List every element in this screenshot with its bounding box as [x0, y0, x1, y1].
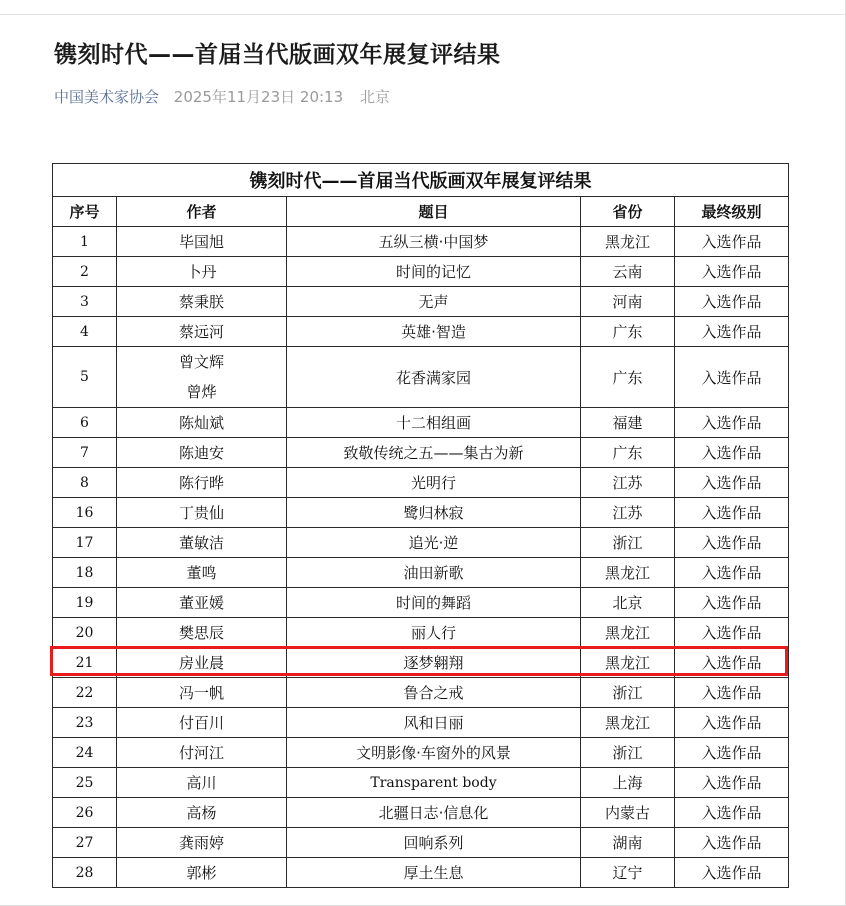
cell-title: 鲁合之戒: [287, 678, 581, 708]
table-row-highlighted: [53, 648, 789, 678]
cell-title: 文明影像·车窗外的风景: [287, 738, 581, 768]
cell-no: 27: [53, 828, 117, 858]
table-row: [53, 858, 789, 888]
cell-author: 陈迪安: [117, 438, 287, 468]
cell-level: 入选作品: [675, 678, 789, 708]
table-header-row: [53, 197, 789, 227]
cell-level: 入选作品: [675, 738, 789, 768]
cell-title: 英雄·智造: [287, 317, 581, 347]
cell-title: 油田新歌: [287, 558, 581, 588]
cell-level: 入选作品: [675, 498, 789, 528]
cell-author: 卜丹: [117, 257, 287, 287]
cell-no: 24: [53, 738, 117, 768]
cell-level: 入选作品: [675, 618, 789, 648]
cell-author: 高川: [117, 768, 287, 798]
table-row: [53, 828, 789, 858]
cell-title: 花香满家园: [287, 347, 581, 408]
cell-level: 入选作品: [675, 227, 789, 257]
cell-no: 22: [53, 678, 117, 708]
cell-author: 陈行晔: [117, 468, 287, 498]
table-row: [53, 227, 789, 257]
table-row: [53, 558, 789, 588]
author-name-1: 曾文辉: [178, 353, 224, 371]
results-table: [52, 163, 789, 888]
cell-province: 浙江: [581, 678, 675, 708]
cell-province: 广东: [581, 438, 675, 468]
cell-title: 鹭归林寂: [287, 498, 581, 528]
cell-province: 福建: [581, 408, 675, 438]
cell-author: 董亚媛: [117, 588, 287, 618]
cell-no: 8: [53, 468, 117, 498]
table-row: [53, 468, 789, 498]
cell-author: 毕国旭: [117, 227, 287, 257]
cell-level: 入选作品: [675, 558, 789, 588]
cell-title: 五纵三横·中国梦: [287, 227, 581, 257]
results-table-container: [52, 163, 788, 888]
table-row: [53, 708, 789, 738]
table-row: [53, 408, 789, 438]
cell-level: 入选作品: [675, 528, 789, 558]
table-caption-row: [53, 164, 789, 197]
cell-no: 4: [53, 317, 117, 347]
cell-no: 5: [53, 347, 117, 408]
header-no: 序号: [53, 197, 117, 227]
cell-no: 23: [53, 708, 117, 738]
table-row: [53, 588, 789, 618]
cell-province: 辽宁: [581, 858, 675, 888]
cell-title: Transparent body: [287, 768, 581, 798]
cell-author: 高杨: [117, 798, 287, 828]
cell-province: 广东: [581, 347, 675, 408]
cell-no: 19: [53, 588, 117, 618]
publish-datetime: 2025年11月23日 20:13: [173, 88, 344, 106]
cell-province: 内蒙古: [581, 798, 675, 828]
cell-title: 致敬传统之五——集古为新: [287, 438, 581, 468]
cell-no: 1: [53, 227, 117, 257]
header-level: 最终级别: [675, 197, 789, 227]
cell-province: 上海: [581, 768, 675, 798]
cell-author: 蔡远河: [117, 317, 287, 347]
cell-province: 北京: [581, 588, 675, 618]
cell-title: 无声: [287, 287, 581, 317]
article-meta: [54, 86, 390, 107]
table-caption: 镌刻时代——首届当代版画双年展复评结果: [53, 164, 789, 197]
header-title: 题目: [287, 197, 581, 227]
cell-title: 风和日丽: [287, 708, 581, 738]
cell-no: 7: [53, 438, 117, 468]
cell-level: 入选作品: [675, 648, 789, 678]
table-row: [53, 438, 789, 468]
cell-no: 6: [53, 408, 117, 438]
cell-title: 回响系列: [287, 828, 581, 858]
cell-level: 入选作品: [675, 438, 789, 468]
cell-province: 广东: [581, 317, 675, 347]
header-author: 作者: [117, 197, 287, 227]
cell-province: 黑龙江: [581, 708, 675, 738]
table-row: [53, 738, 789, 768]
cell-no: 3: [53, 287, 117, 317]
cell-province: 黑龙江: [581, 227, 675, 257]
cell-province: 浙江: [581, 528, 675, 558]
table-row: [53, 317, 789, 347]
cell-author: 付百川: [117, 708, 287, 738]
cell-no: 28: [53, 858, 117, 888]
top-divider: [0, 14, 846, 15]
cell-title: 逐梦翱翔: [287, 648, 581, 678]
cell-province: 浙江: [581, 738, 675, 768]
cell-level: 入选作品: [675, 828, 789, 858]
cell-title: 北疆日志·信息化: [287, 798, 581, 828]
table-row: [53, 678, 789, 708]
cell-title: 时间的记忆: [287, 257, 581, 287]
cell-author: 付河江: [117, 738, 287, 768]
cell-level: 入选作品: [675, 347, 789, 408]
cell-province: 江苏: [581, 468, 675, 498]
cell-author: [117, 347, 287, 408]
cell-no: 20: [53, 618, 117, 648]
cell-title: 光明行: [287, 468, 581, 498]
cell-title: 厚土生息: [287, 858, 581, 888]
cell-no: 18: [53, 558, 117, 588]
cell-no: 16: [53, 498, 117, 528]
cell-province: 河南: [581, 287, 675, 317]
cell-author: 郭彬: [117, 858, 287, 888]
cell-level: 入选作品: [675, 317, 789, 347]
table-row: [53, 287, 789, 317]
cell-level: 入选作品: [675, 708, 789, 738]
cell-author: 董敏洁: [117, 528, 287, 558]
cell-province: 云南: [581, 257, 675, 287]
table-row: [53, 618, 789, 648]
cell-province: 江苏: [581, 498, 675, 528]
cell-no: 17: [53, 528, 117, 558]
cell-level: 入选作品: [675, 798, 789, 828]
cell-title: 丽人行: [287, 618, 581, 648]
cell-author: 龚雨婷: [117, 828, 287, 858]
cell-no: 2: [53, 257, 117, 287]
cell-province: 湖南: [581, 828, 675, 858]
account-name-link[interactable]: 中国美术家协会: [54, 88, 160, 106]
table-row: [53, 347, 789, 408]
table-row: [53, 768, 789, 798]
table-row: [53, 798, 789, 828]
cell-author: 房业晨: [117, 648, 287, 678]
cell-title: 时间的舞蹈: [287, 588, 581, 618]
cell-province: 黑龙江: [581, 648, 675, 678]
cell-level: 入选作品: [675, 408, 789, 438]
cell-level: 入选作品: [675, 257, 789, 287]
cell-level: 入选作品: [675, 468, 789, 498]
cell-province: 黑龙江: [581, 558, 675, 588]
cell-no: 26: [53, 798, 117, 828]
cell-author: 陈灿斌: [117, 408, 287, 438]
table-row: [53, 257, 789, 287]
cell-title: 十二相组画: [287, 408, 581, 438]
author-name-2: 曾烨: [186, 383, 217, 401]
cell-author: 樊思辰: [117, 618, 287, 648]
cell-no: 21: [53, 648, 117, 678]
cell-level: 入选作品: [675, 858, 789, 888]
cell-title: 追光·逆: [287, 528, 581, 558]
cell-province: 黑龙江: [581, 618, 675, 648]
article-title: 镌刻时代——首届当代版画双年展复评结果: [54, 42, 501, 68]
cell-author: 冯一帆: [117, 678, 287, 708]
cell-no: 25: [53, 768, 117, 798]
publish-location: 北京: [359, 88, 390, 106]
header-province: 省份: [581, 197, 675, 227]
cell-author: 董鸣: [117, 558, 287, 588]
cell-level: 入选作品: [675, 768, 789, 798]
cell-author: 丁贵仙: [117, 498, 287, 528]
table-row: [53, 498, 789, 528]
cell-author: 蔡秉朕: [117, 287, 287, 317]
cell-level: 入选作品: [675, 588, 789, 618]
table-row: [53, 528, 789, 558]
cell-level: 入选作品: [675, 287, 789, 317]
